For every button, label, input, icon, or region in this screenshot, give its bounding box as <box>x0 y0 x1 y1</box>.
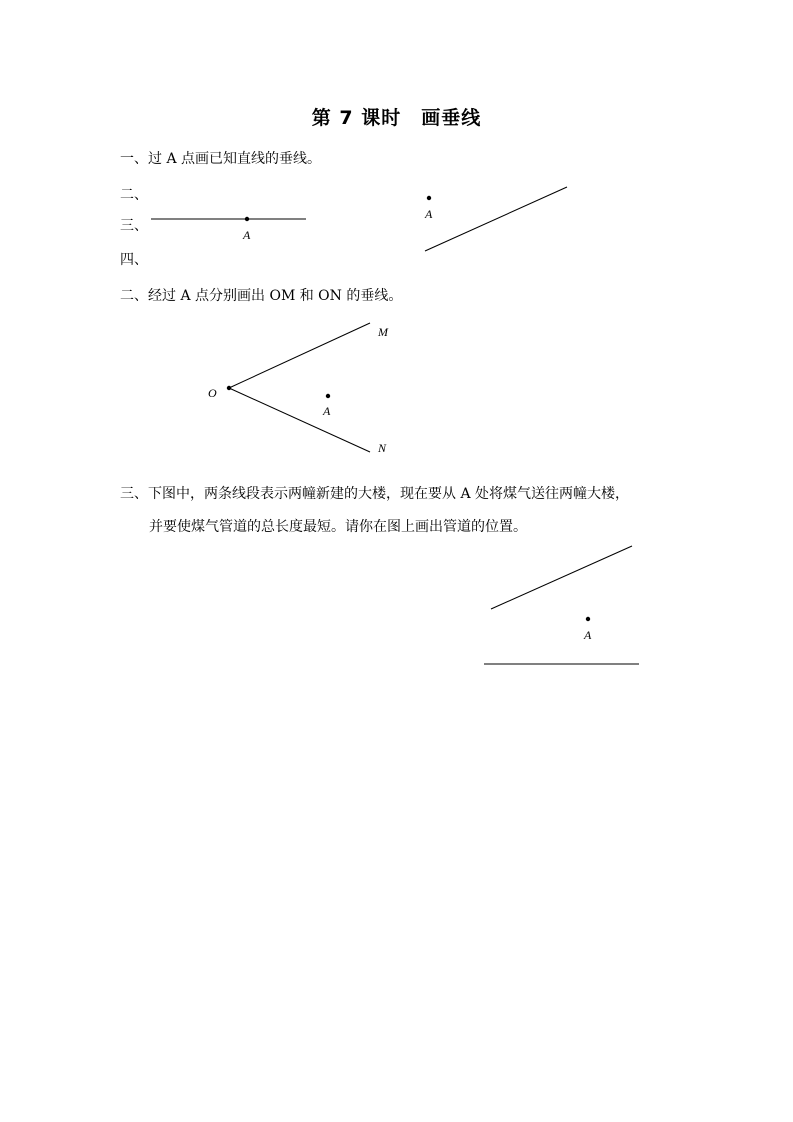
page-title: 第 7 课时 画垂线 <box>311 107 482 129</box>
point-a-dot <box>245 217 249 221</box>
q1-figure-slanted-line <box>424 187 567 251</box>
point-a-dot <box>586 617 590 621</box>
q1-figure-horizontal-line <box>151 217 306 242</box>
ray-on <box>229 388 370 452</box>
question-3-text-line-2: 并要使煤气管道的总长度最短。请你在图上画出管道的位置。 <box>149 519 527 535</box>
slanted-line <box>425 187 567 251</box>
sub-item-4-label: 四、 <box>120 252 148 268</box>
sub-item-3-label: 三、 <box>120 218 148 234</box>
ray-om <box>229 323 370 388</box>
question-2-text: 二、经过 A 点分别画出 OM 和 ON 的垂线。 <box>120 288 403 304</box>
vertex-o-dot <box>227 386 231 390</box>
label-a: A <box>584 628 592 642</box>
q2-figure-angle <box>208 323 389 455</box>
point-a-label: A <box>425 207 433 221</box>
q3-figure-buildings <box>484 546 639 664</box>
label-o: O <box>208 386 217 400</box>
label-a: A <box>323 404 331 418</box>
point-a-dot <box>326 394 330 398</box>
building-segment-upper <box>491 546 632 609</box>
label-m: M <box>378 325 388 339</box>
point-a-dot <box>427 196 431 200</box>
label-n: N <box>378 441 387 455</box>
point-a-label: A <box>243 228 251 242</box>
question-1-text: 一、过 A 点画已知直线的垂线。 <box>120 151 322 167</box>
question-3-text-line-1: 三、下图中，两条线段表示两幢新建的大楼，现在要从 A 处将煤气送往两幢大楼， <box>120 486 630 502</box>
sub-item-2-label: 二、 <box>120 187 148 203</box>
